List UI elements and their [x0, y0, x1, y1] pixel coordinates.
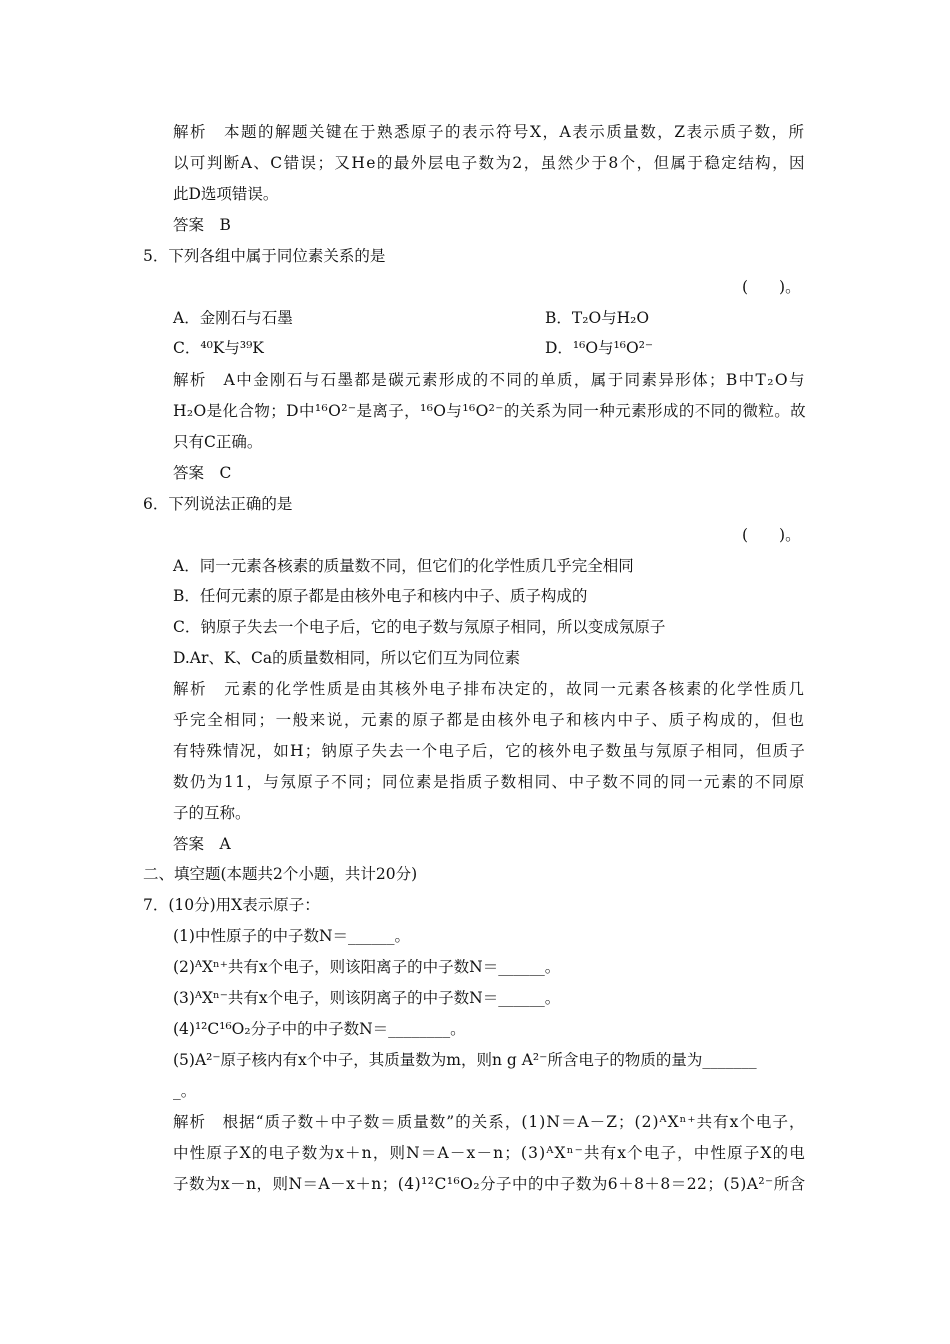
q7-analysis-line-1: 解析 根据“质子数＋中子数＝质量数”的关系，(1)N＝A－Z；(2)ᴬXⁿ⁺共有x个电子，: [173, 1113, 806, 1131]
q5-analysis-line-2: H₂O是化合物；D中¹⁶O²⁻是离子，¹⁶O与¹⁶O²⁻的关系为同一种元素形成的不同的微粒。故: [173, 402, 807, 420]
q7-analysis-line-3: 子数为x－n，则N＝A－x＋n；(4)¹²C¹⁶O₂分子中的中子数为6＋8＋8＝22；(5)A²⁻所含: [173, 1175, 806, 1193]
q4-answer: 答案 B: [173, 216, 231, 234]
q6-answer-paren: ( )。: [742, 526, 801, 544]
q5-option-d: D．¹⁶O与¹⁶O²⁻: [545, 339, 654, 357]
q4-analysis-line-3: 此D选项错误。: [173, 185, 279, 203]
q7-item-5: (5)A²⁻原子核内有x个中子，其质量数为m，则n g A²⁻所含电子的物质的量为_______: [173, 1051, 757, 1069]
q6-option-a: A．同一元素各核素的质量数不同，但它们的化学性质几乎完全相同: [173, 557, 634, 575]
q7-item-3: (3)ᴬXⁿ⁻共有x个电子，则该阴离子的中子数N＝______。: [173, 989, 561, 1007]
q5-stem: 5．下列各组中属于同位素关系的是: [143, 247, 386, 265]
q5-analysis-line-1: 解析 A中金刚石与石墨都是碳元素形成的不同的单质，属于同素异形体；B中T₂O与: [173, 371, 806, 389]
q4-analysis-line-1: 解析 本题的解题关键在于熟悉原子的表示符号X，A表示质量数，Z表示质子数，所: [173, 123, 806, 141]
q7-stem: 7．(10分)用X表示原子：: [143, 896, 320, 914]
q5-option-b: B．T₂O与H₂O: [545, 309, 650, 327]
q5-option-a: A．金刚石与石墨: [173, 309, 293, 327]
q6-analysis-line-3: 有特殊情况，如H；钠原子失去一个电子后，它的核外电子数虽与氖原子相同，但质子: [173, 742, 807, 760]
q6-analysis-line-2: 乎完全相同；一般来说，元素的原子都是由核外电子和核内中子、质子构成的，但也: [173, 711, 806, 729]
q7-item-5-continued: _。: [173, 1082, 197, 1100]
q4-analysis-line-2: 以可判断A、C错误；又He的最外层电子数为2，虽然少于8个，但属于稳定结构，因: [173, 154, 806, 172]
q7-item-1: (1)中性原子的中子数N＝______。: [173, 927, 411, 945]
q6-option-b: B．任何元素的原子都是由核外电子和核内中子、质子构成的: [173, 587, 588, 605]
q6-analysis-line-1: 解析 元素的化学性质是由其核外电子排布决定的，故同一元素各核素的化学性质几: [173, 680, 806, 698]
q7-item-4: (4)¹²C¹⁶O₂分子中的中子数N＝________。: [173, 1020, 466, 1038]
q6-option-c: C．钠原子失去一个电子后，它的电子数与氖原子相同，所以变成氖原子: [173, 618, 666, 636]
q6-stem: 6．下列说法正确的是: [143, 495, 293, 513]
q5-analysis-line-3: 只有C正确。: [173, 433, 263, 451]
q5-answer: 答案 C: [173, 464, 232, 482]
q7-item-2: (2)ᴬXⁿ⁺共有x个电子，则该阳离子的中子数N＝______。: [173, 958, 561, 976]
q6-answer: 答案 A: [173, 835, 231, 853]
q5-option-c: C．⁴⁰K与³⁹K: [173, 339, 264, 357]
q5-answer-paren: ( )。: [742, 278, 801, 296]
q6-analysis-line-4: 数仍为11，与氖原子不同；同位素是指质子数相同、中子数不同的同一元素的不同原: [173, 773, 806, 791]
q6-option-d: D.Ar、K、Ca的质量数相同，所以它们互为同位素: [173, 649, 521, 667]
section-heading: 二、填空题(本题共2个小题，共计20分): [143, 865, 418, 883]
q7-analysis-line-2: 中性原子X的电子数为x＋n，则N＝A－x－n；(3)ᴬXⁿ⁻共有x个电子，中性原子X的电: [173, 1144, 806, 1162]
q6-analysis-line-5: 子的互称。: [173, 804, 251, 822]
